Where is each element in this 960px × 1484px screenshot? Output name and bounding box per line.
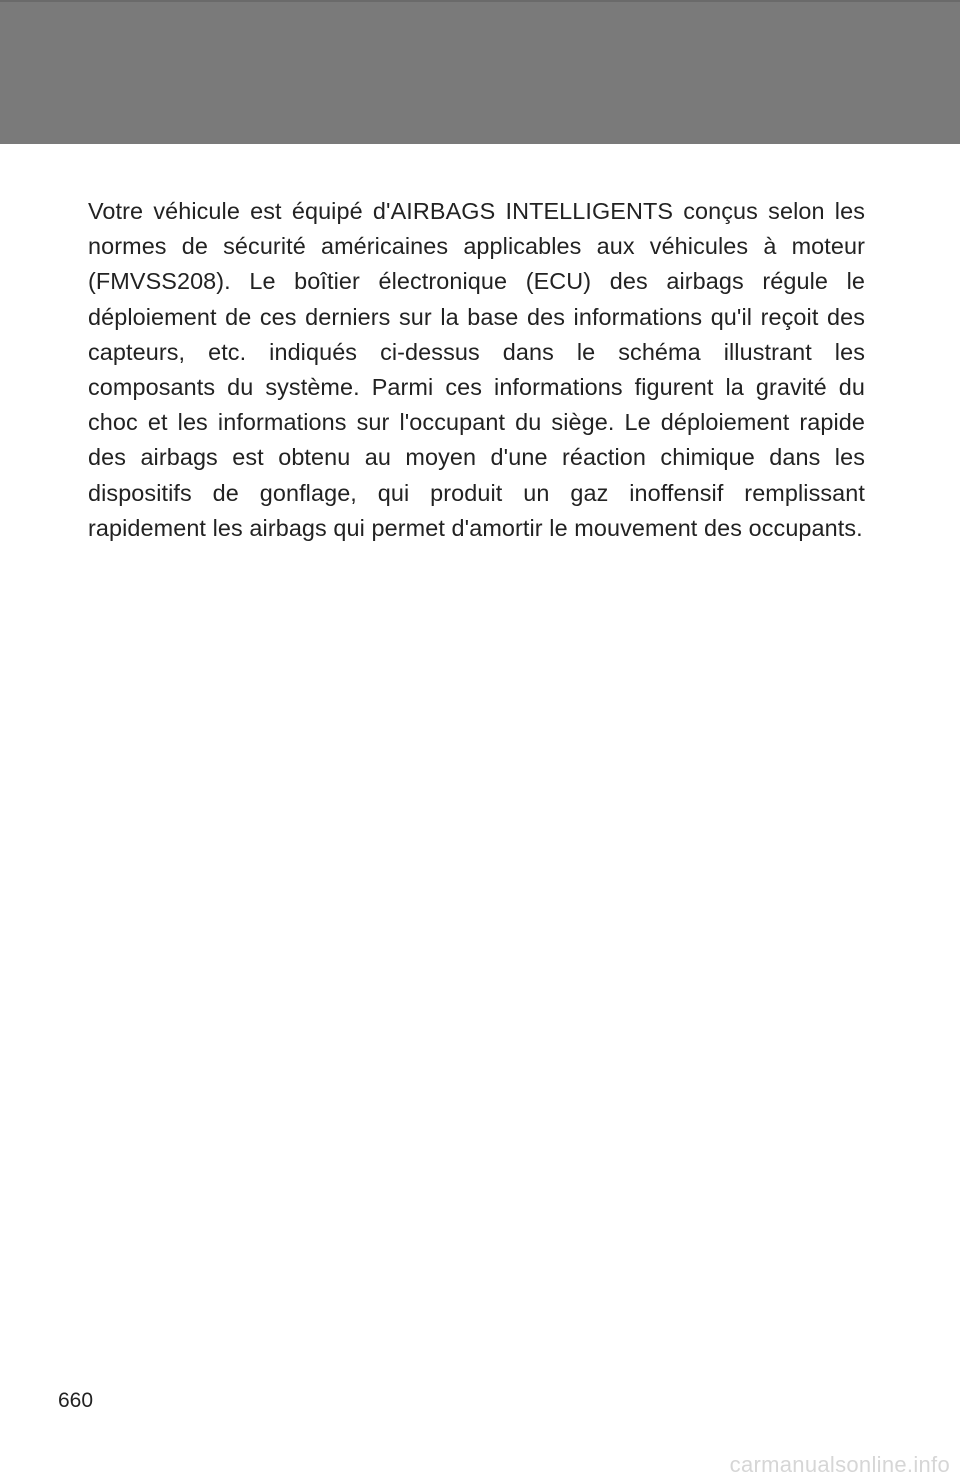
body-paragraph: Votre véhicule est équipé d'AIRBAGS INTELLIGENTS conçus selon les normes de sécurité américaines applicables aux véhicules à moteur (FMVSS208). Le boîtier électronique (ECU) des airbags régule le déploiement de ces derniers sur la base des informations qu'il reçoit des capteurs, etc. indiqués ci-dessus dans le schéma illustrant les composants du système. Parmi ces informations figurent la gravité du choc et les informations sur l'occupant du siège. Le déploiement rapide des airbags est obtenu au moyen d'une réaction chimique dans les dispositifs de gonflage, qui produit un gaz inoffensif remplissant rapidement les airbags qui permet d'amortir le mouvement des occupants. — [88, 198, 865, 541]
page-number: 660 — [58, 1389, 94, 1412]
watermark: carmanualsonline.info — [729, 1452, 950, 1477]
header-band — [0, 0, 960, 144]
